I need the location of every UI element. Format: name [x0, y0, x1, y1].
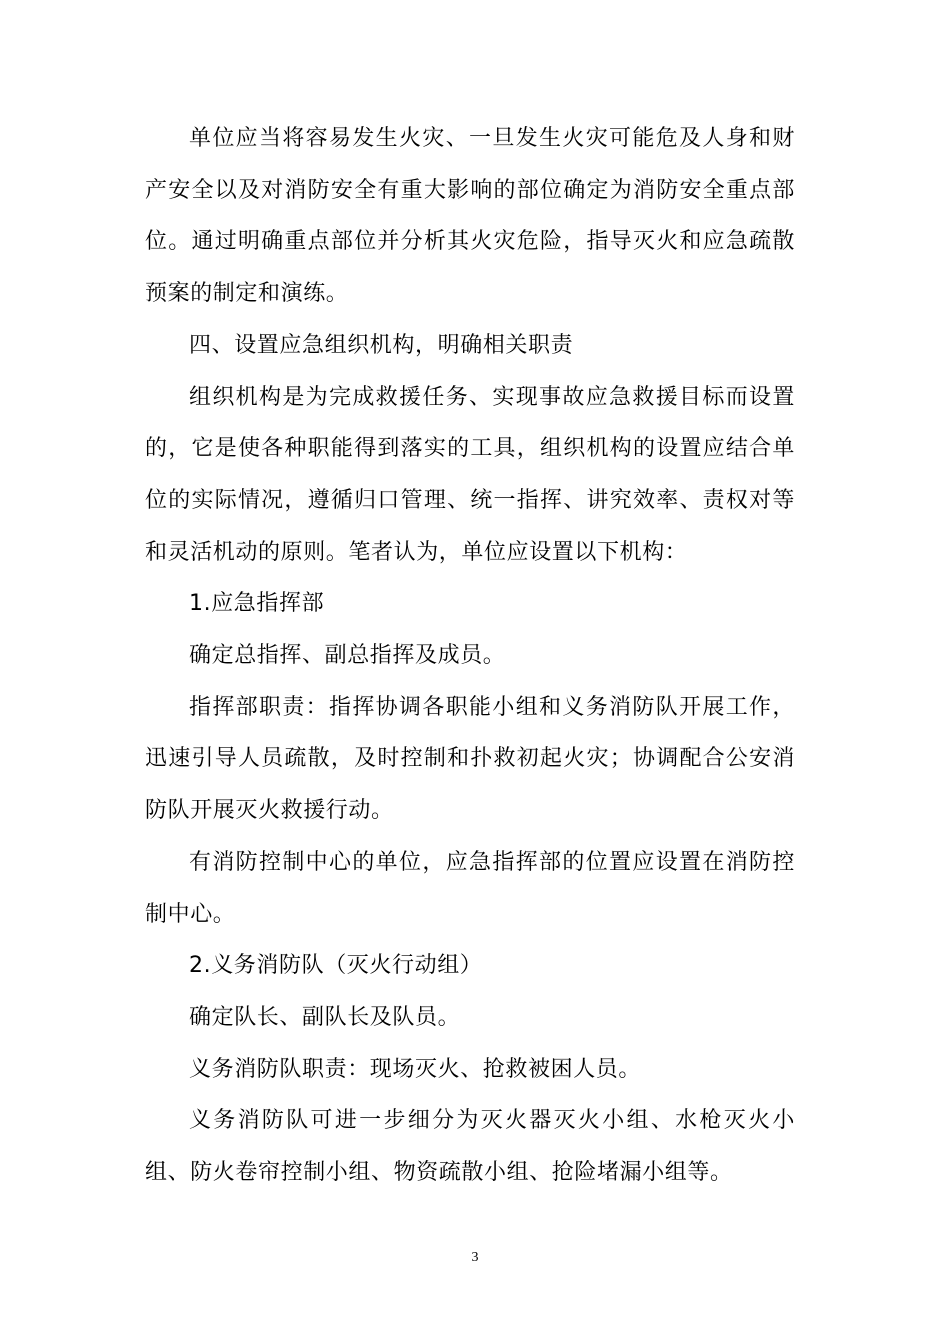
paragraph-brigade-duties: 义务消防队职责：现场灭火、抢救被困人员。	[189, 1056, 642, 1082]
paragraph-command-members: 确定总指挥、副总指挥及成员。	[189, 643, 506, 669]
subheading-volunteer-fire-brigade: 2.义务消防队（灭火行动组）	[189, 953, 483, 979]
document-body	[145, 113, 795, 1199]
page-number: 3	[471, 1250, 479, 1265]
paragraph-organization-structure: 组织机构是为完成救援任务、实现事故应急救援目标而设置的，它是使各种职能得到落实的工具，组织机构的设置应结合单位的实际情况，遵循归口管理、统一指挥、讲究效率、责权对等和灵活机动的原则。笔者认为，单位应设置以下机构：	[145, 384, 795, 565]
paragraph-brigade-subgroups: 义务消防队可进一步细分为灭火器灭火小组、水枪灭火小组、防火卷帘控制小组、物资疏散小组、抢险堵漏小组等。	[145, 1108, 795, 1186]
section-heading-emergency-organization: 四、设置应急组织机构，明确相关职责	[189, 332, 574, 358]
paragraph-command-location: 有消防控制中心的单位，应急指挥部的位置应设置在消防控制中心。	[145, 849, 795, 927]
paragraph-key-areas: 单位应当将容易发生火灾、一旦发生火灾可能危及人身和财产安全以及对消防安全有重大影响的部位确定为消防安全重点部位。通过明确重点部位并分析其火灾危险，指导灭火和应急疏散预案的制定和演练。	[145, 126, 795, 307]
paragraph-command-duties: 指挥部职责：指挥协调各职能小组和义务消防队开展工作，迅速引导人员疏散，及时控制和扑救初起火灾；协调配合公安消防队开展灭火救援行动。	[145, 694, 795, 824]
paragraph-brigade-members: 确定队长、副队长及队员。	[189, 1004, 461, 1030]
subheading-command-center: 1.应急指挥部	[189, 591, 325, 617]
